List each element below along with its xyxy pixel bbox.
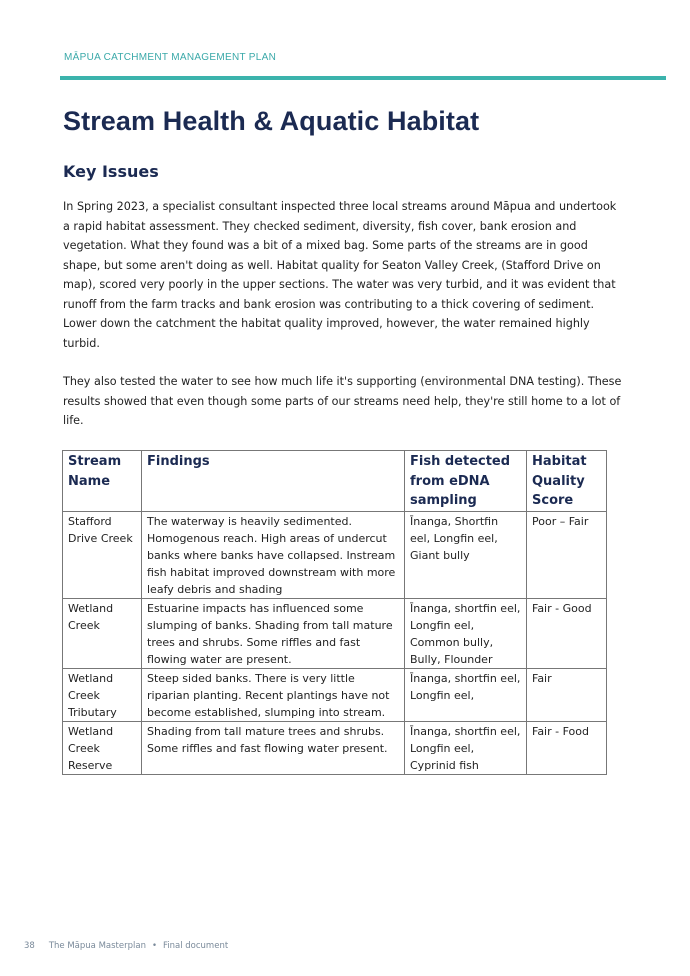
score-cell: Fair [527, 668, 607, 721]
table-row [63, 511, 607, 598]
fish-cell: Īnanga, shortfin eel, Longfin eel, [405, 668, 527, 721]
stream-name-cell: Wetland Creek [63, 598, 142, 668]
column-header-fish-detected: Fish detected from eDNA sampling [405, 451, 527, 512]
stream-name-cell: Wetland Creek Tributary [63, 668, 142, 721]
stream-health-table [62, 450, 607, 775]
table-row [63, 668, 607, 721]
findings-cell: Steep sided banks. There is very little riparian planting. Recent plantings have not become established, slumping into stream. [142, 668, 405, 721]
findings-cell: The waterway is heavily sedimented. Homogenous reach. High areas of undercut banks where banks have collapsed. Instream fish habitat improved downstream with more leafy debris and shading [142, 511, 405, 598]
findings-cell: Shading from tall mature trees and shrubs. Some riffles and fast flowing water present. [142, 721, 405, 774]
table-row [63, 598, 607, 668]
page-footer [24, 941, 228, 951]
column-header-findings: Findings [142, 451, 405, 512]
fish-cell: Īnanga, Shortfin eel, Longfin eel, Giant bully [405, 511, 527, 598]
edna-paragraph: They also tested the water to see how much life it's supporting (environmental DNA testing). These results showed that even though some parts of our streams need help, they're still home to a lot of life. [63, 375, 622, 427]
footer-separator: • [151, 941, 157, 951]
running-header: MĀPUA CATCHMENT MANAGEMENT PLAN [64, 52, 277, 63]
score-cell: Fair - Good [527, 598, 607, 668]
header-divider [60, 76, 666, 80]
fish-cell: Īnanga, shortfin eel, Longfin eel, Cyprinid fish [405, 721, 527, 774]
fish-cell: Īnanga, shortfin eel, Longfin eel, Common bully, Bully, Flounder [405, 598, 527, 668]
table-row [63, 721, 607, 774]
table-header-row [63, 451, 607, 512]
score-cell: Fair - Food [527, 721, 607, 774]
section-heading: Key Issues [63, 162, 159, 181]
stream-name-cell: Wetland Creek Reserve [63, 721, 142, 774]
column-header-stream-name: Stream Name [63, 451, 142, 512]
score-cell: Poor – Fair [527, 511, 607, 598]
findings-cell: Estuarine impacts has influenced some slumping of banks. Shading from tall mature trees and shrubs. Some riffles and fast flowing water are present. [142, 598, 405, 668]
page-number: 38 [24, 941, 35, 951]
intro-paragraph: In Spring 2023, a specialist consultant inspected three local streams around Māpua and undertook a rapid habitat assessment. They checked sediment, diversity, fish cover, bank erosion and vegetation. What they found was a bit of a mixed bag. Some parts of the streams are in good shape, but some aren't doing as well. Habitat quality for Seaton Valley Creek, (Stafford Drive on map), scored very poorly in the upper sections. The water was very turbid, and it was evident that runoff from the farm tracks and bank erosion was contributing to a thick covering of sediment. Lower down the catchment the habitat quality improved, however, the water remained highly turbid. [63, 200, 617, 350]
stream-name-cell: Stafford Drive Creek [63, 511, 142, 598]
document-status: Final document [162, 941, 229, 951]
column-header-habitat-score: Habitat Quality Score [527, 451, 607, 512]
document-name: The Māpua Masterplan [48, 941, 146, 951]
page-title: Stream Health & Aquatic Habitat [63, 106, 480, 136]
